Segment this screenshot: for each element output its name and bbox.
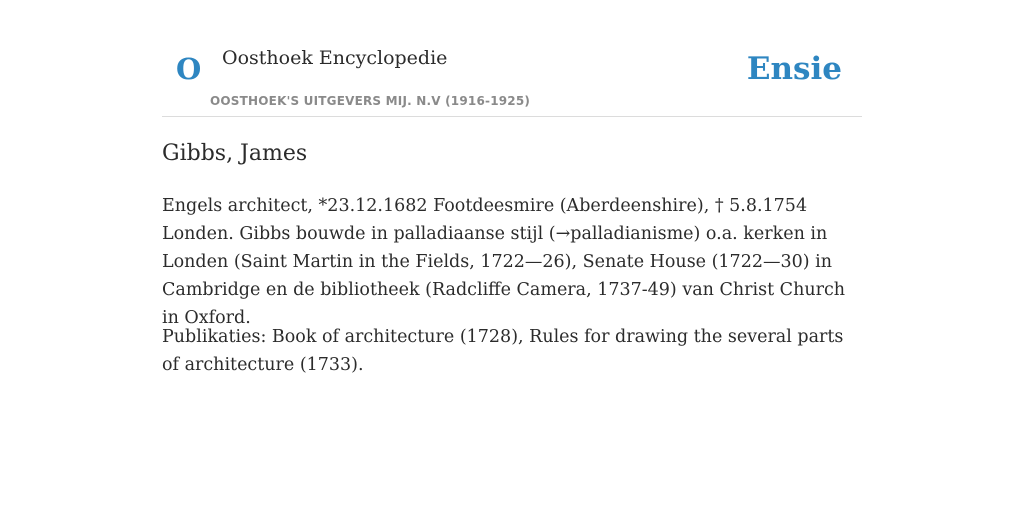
- encyclopedia-title[interactable]: Oosthoek Encyclopedie: [222, 47, 448, 69]
- page-container: [162, 0, 862, 375]
- article-paragraph-1: [162, 192, 862, 332]
- article-paragraph-publications: Publikaties: Book of architecture (1728), Rules for drawing the several parts of architecture (1733).: [162, 327, 844, 375]
- article-title: Gibbs, James: [162, 141, 308, 166]
- encyclopedia-logo[interactable]: O: [176, 52, 202, 86]
- paragraph-1-text-end: ) o.a. kerken in Londen (Saint Martin in the Fields, 1722—26), Senate House (1722—30) in Cambridge en de bibliotheek (Radcliffe Camera, 1737-49) van Christ Church in Oxford.: [162, 224, 846, 328]
- publisher-label: OOSTHOEK'S UITGEVERS MIJ. N.V (1916-1925): [210, 94, 531, 108]
- ensie-brand-logo[interactable]: Ensie: [746, 51, 842, 87]
- encyclopedia-header: [162, 0, 862, 117]
- paragraph-1-text-start: Engels architect, *23.12.1682 Footdeesmire (Aberdeenshire), † 5.8.1754 Londen. Gibbs bouwde in palladiaanse stijl (: [162, 196, 808, 244]
- palladianisme-link[interactable]: →palladianisme: [555, 224, 694, 244]
